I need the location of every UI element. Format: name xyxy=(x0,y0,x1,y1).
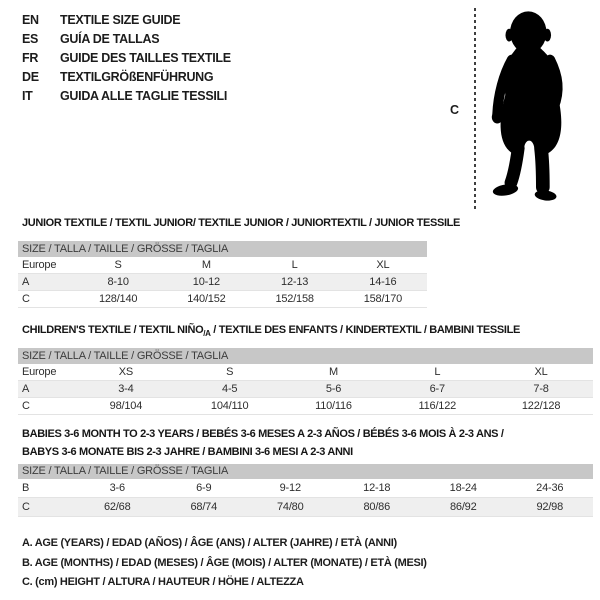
size-cell: 68/74 xyxy=(190,501,218,513)
size-cell: 92/98 xyxy=(536,501,564,513)
junior-size-table xyxy=(18,241,427,308)
size-cell: 158/170 xyxy=(363,293,403,305)
footnote-b: B. AGE (MONTHS) / EDAD (MESES) / ÂGE (MOIS) / ALTER (MONATE) / ETÀ (MESI) xyxy=(22,556,427,569)
language-label: GUIDA ALLE TAGLIE TESSILI xyxy=(60,89,228,103)
size-cell: 122/128 xyxy=(521,400,561,412)
children-table-rows xyxy=(18,364,593,415)
children-size-table xyxy=(18,348,593,415)
size-header-bar: SIZE / TALLA / TAILLE / GRÖSSE / TAGLIA xyxy=(18,464,593,479)
junior-table-rows xyxy=(18,257,427,308)
row-label: C xyxy=(22,400,30,412)
size-cell: 128/140 xyxy=(98,293,138,305)
language-code: ES xyxy=(22,32,39,46)
table-row xyxy=(18,364,593,381)
language-row-en xyxy=(22,11,231,30)
size-cell: 6-9 xyxy=(196,482,212,494)
babies-size-table xyxy=(18,464,593,517)
children-section-title xyxy=(22,321,520,343)
size-cell: 18-24 xyxy=(449,482,477,494)
table-row xyxy=(18,291,427,308)
row-label: A xyxy=(22,276,30,288)
size-cell: 7-8 xyxy=(533,383,549,395)
row-label: C xyxy=(22,293,30,305)
babies-section-title xyxy=(22,425,504,461)
table-row xyxy=(18,498,593,517)
language-row-es xyxy=(22,30,231,49)
language-label: GUIDE DES TAILLES TEXTILE xyxy=(60,51,231,65)
babies-title-line1: BABIES 3-6 MONTH TO 2-3 YEARS / BEBÉS 3-6 MESES A 2-3 AÑOS / BÉBÉS 3-6 MOIS À 2-3 ANS / xyxy=(22,428,504,440)
row-label: Europe xyxy=(22,259,57,271)
size-cell: 152/158 xyxy=(275,293,314,305)
size-cell: 24-36 xyxy=(536,482,564,494)
size-cell: L xyxy=(291,259,298,271)
size-cell: 98/104 xyxy=(109,400,143,412)
language-label: TEXTILE SIZE GUIDE xyxy=(60,13,181,27)
size-cell: 5-6 xyxy=(325,383,342,395)
size-cell: 116/122 xyxy=(418,400,457,412)
row-label: Europe xyxy=(22,366,57,378)
size-cell: 74/80 xyxy=(276,501,304,513)
size-cell: S xyxy=(114,259,122,271)
size-cell: 80/86 xyxy=(363,501,391,513)
size-cell: 62/68 xyxy=(103,501,131,513)
size-cell: 9-12 xyxy=(279,482,301,494)
height-measure-label: C xyxy=(450,103,460,117)
language-list xyxy=(22,11,231,106)
table-row xyxy=(18,398,593,415)
row-label: C xyxy=(22,501,30,513)
footnote-a: A. AGE (YEARS) / EDAD (AÑOS) / ÂGE (ANS) / ALTER (JAHRE) / ETÀ (ANNI) xyxy=(22,537,397,549)
size-cell: M xyxy=(329,366,338,378)
size-cell: 12-18 xyxy=(363,482,391,494)
size-cell: 104/110 xyxy=(210,400,249,412)
size-cell: S xyxy=(226,366,234,378)
footnote-c: C. (cm) HEIGHT / ALTURA / HAUTEUR / HÖHE / ALTEZZA xyxy=(22,576,304,588)
size-cell: 110/116 xyxy=(315,400,352,412)
footnotes xyxy=(22,534,427,593)
size-cell: 140/152 xyxy=(187,293,226,305)
size-cell: 14-16 xyxy=(369,276,397,288)
row-label: B xyxy=(22,482,30,494)
size-cell: 8-10 xyxy=(107,276,129,288)
size-cell: 3-4 xyxy=(118,383,134,395)
size-cell: XS xyxy=(118,366,134,378)
children-title-subscript: /A xyxy=(203,329,211,339)
size-cell: L xyxy=(434,366,441,378)
language-row-it xyxy=(22,87,231,106)
table-row xyxy=(18,479,593,498)
size-cell: 6-7 xyxy=(429,383,445,395)
row-label: A xyxy=(22,383,30,395)
table-row xyxy=(18,381,593,398)
size-cell: M xyxy=(201,259,211,271)
size-cell: 12-13 xyxy=(281,276,309,288)
size-cell: 10-12 xyxy=(192,276,220,288)
language-code: IT xyxy=(22,89,33,103)
table-row xyxy=(18,257,427,274)
baby-silhouette-icon xyxy=(490,6,572,210)
junior-section-title: JUNIOR TEXTILE / TEXTIL JUNIOR/ TEXTILE JUNIOR / JUNIORTEXTIL / JUNIOR TESSILE xyxy=(22,217,461,229)
language-row-fr xyxy=(22,49,231,68)
language-label: GUÍA DE TALLAS xyxy=(60,32,160,46)
size-cell: 86/92 xyxy=(449,501,477,513)
height-measure-dotted-line xyxy=(474,8,476,209)
size-header-bar: SIZE / TALLA / TAILLE / GRÖSSE / TAGLIA xyxy=(18,348,593,364)
babies-table-rows xyxy=(18,479,593,517)
language-label: TEXTILGRÖßENFÜHRUNG xyxy=(60,70,214,84)
language-code: EN xyxy=(22,13,39,27)
children-title-rest: / TEXTILE DES ENFANTS / KINDERTEXTIL / BAMBINI TESSILE xyxy=(210,324,520,336)
size-header-bar: SIZE / TALLA / TAILLE / GRÖSSE / TAGLIA xyxy=(18,241,427,257)
size-cell: XL xyxy=(534,366,548,378)
size-cell: 3-6 xyxy=(109,482,125,494)
language-code: DE xyxy=(22,70,39,84)
children-title-main: CHILDREN'S TEXTILE / TEXTIL NIÑO xyxy=(22,324,204,336)
table-row xyxy=(18,274,427,291)
language-row-de xyxy=(22,68,231,87)
size-cell: XL xyxy=(376,259,390,271)
babies-title-line2: BABYS 3-6 MONATE BIS 2-3 JAHRE / BAMBINI 3-6 MESI A 2-3 ANNI xyxy=(22,446,353,458)
size-cell: 4-5 xyxy=(222,383,238,395)
language-code: FR xyxy=(22,51,39,65)
